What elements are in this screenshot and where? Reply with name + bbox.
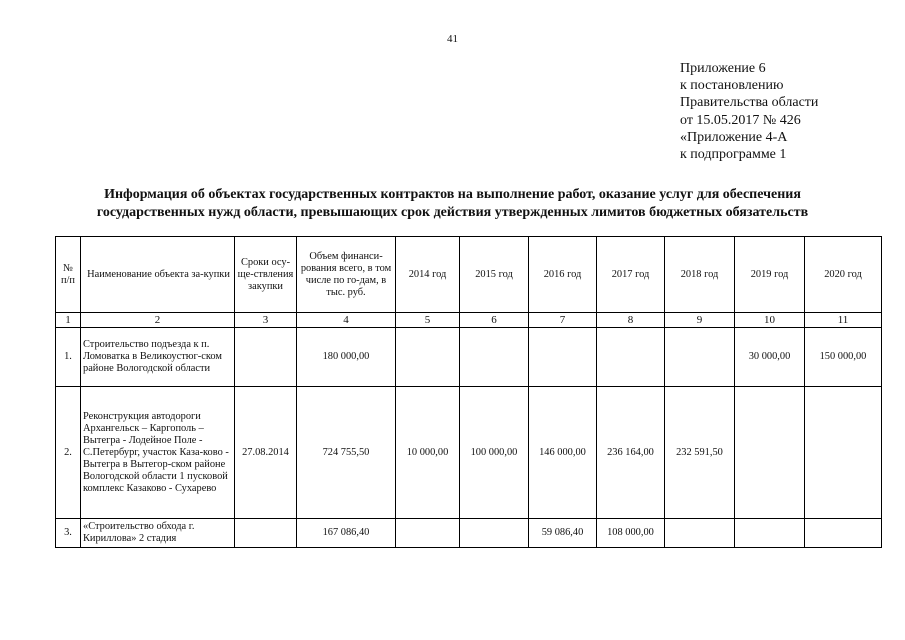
column-number: 9 bbox=[665, 313, 735, 328]
year-2020-value bbox=[805, 519, 882, 548]
year-2018-value bbox=[665, 328, 735, 387]
year-2018-value: 232 591,50 bbox=[665, 387, 735, 519]
header-cell: 2020 год bbox=[805, 237, 882, 313]
total-funding: 167 086,40 bbox=[297, 519, 396, 548]
column-number: 1 bbox=[56, 313, 81, 328]
row-number: 3. bbox=[56, 519, 81, 548]
column-number-row bbox=[56, 313, 882, 328]
year-2014-value bbox=[396, 519, 460, 548]
total-funding: 180 000,00 bbox=[297, 328, 396, 387]
year-2020-value: 150 000,00 bbox=[805, 328, 882, 387]
year-2016-value: 59 086,40 bbox=[529, 519, 597, 548]
appendix-block bbox=[680, 60, 895, 163]
contracts-table bbox=[55, 236, 882, 548]
year-2020-value bbox=[805, 387, 882, 519]
year-2018-value bbox=[665, 519, 735, 548]
column-number: 10 bbox=[735, 313, 805, 328]
object-name: Реконструкция автодороги Архангельск – Каргополь – Вытегра - Лодейное Поле - С.Петербург, участок Каза-ково - Вытегра в Вытегор-ском районе Вологодской области 1 пусковой комплекс Казаково - Сухарево bbox=[81, 387, 235, 519]
appendix-line: от 15.05.2017 № 426 bbox=[680, 112, 801, 128]
year-2016-value bbox=[529, 328, 597, 387]
header-cell: 2017 год bbox=[597, 237, 665, 313]
procurement-date: 27.08.2014 bbox=[235, 387, 297, 519]
appendix-line: Приложение 6 bbox=[680, 61, 766, 76]
column-number: 3 bbox=[235, 313, 297, 328]
column-number: 11 bbox=[805, 313, 882, 328]
header-cell: № п/п bbox=[56, 237, 81, 313]
year-2017-value bbox=[597, 328, 665, 387]
total-funding: 724 755,50 bbox=[297, 387, 396, 519]
column-number: 5 bbox=[396, 313, 460, 328]
appendix-line: Правительства области bbox=[680, 95, 819, 111]
column-number: 2 bbox=[81, 313, 235, 328]
procurement-date bbox=[235, 519, 297, 548]
year-2019-value bbox=[735, 519, 805, 548]
column-number: 6 bbox=[460, 313, 529, 328]
appendix-line: к подпрограмме 1 bbox=[680, 147, 787, 163]
year-2016-value: 146 000,00 bbox=[529, 387, 597, 519]
header-cell: 2014 год bbox=[396, 237, 460, 313]
year-2015-value: 100 000,00 bbox=[460, 387, 529, 519]
title-line: Информация об объектах государственных контрактов на выполнение работ, оказание услуг для обеспечения bbox=[104, 187, 801, 202]
year-2017-value: 236 164,00 bbox=[597, 387, 665, 519]
year-2017-value: 108 000,00 bbox=[597, 519, 665, 548]
row-number: 2. bbox=[56, 387, 81, 519]
column-number: 4 bbox=[297, 313, 396, 328]
document-title bbox=[30, 186, 875, 222]
header-cell: 2016 год bbox=[529, 237, 597, 313]
title-line: государственных нужд области, превышающих срок действия утвержденных лимитов бюджетных обязательств bbox=[96, 205, 809, 220]
table-header-row bbox=[56, 237, 882, 313]
row-number: 1. bbox=[56, 328, 81, 387]
year-2015-value bbox=[460, 328, 529, 387]
year-2014-value: 10 000,00 bbox=[396, 387, 460, 519]
table-row bbox=[56, 387, 882, 519]
year-2015-value bbox=[460, 519, 529, 548]
object-name: «Строительство обхода г. Кириллова» 2 стадия bbox=[81, 519, 235, 548]
appendix-line: к постановлению bbox=[680, 78, 784, 94]
header-cell: Объем финанси-рования всего, в том числе по го-дам, в тыс. руб. bbox=[297, 237, 396, 313]
table-row bbox=[56, 519, 882, 548]
page-number: 41 bbox=[447, 33, 458, 45]
year-2019-value: 30 000,00 bbox=[735, 328, 805, 387]
appendix-line: «Приложение 4-А bbox=[680, 129, 788, 145]
table-row bbox=[56, 328, 882, 387]
column-number: 7 bbox=[529, 313, 597, 328]
procurement-date bbox=[235, 328, 297, 387]
header-cell: Сроки осу-ще-ствления закупки bbox=[235, 237, 297, 313]
header-cell: Наименование объекта за-купки bbox=[81, 237, 235, 313]
object-name: Строительство подъезда к п. Ломоватка в Великоустюг-ском районе Вологодской области bbox=[81, 328, 235, 387]
year-2014-value bbox=[396, 328, 460, 387]
column-number: 8 bbox=[597, 313, 665, 328]
header-cell: 2019 год bbox=[735, 237, 805, 313]
header-cell: 2015 год bbox=[460, 237, 529, 313]
year-2019-value bbox=[735, 387, 805, 519]
header-cell: 2018 год bbox=[665, 237, 735, 313]
